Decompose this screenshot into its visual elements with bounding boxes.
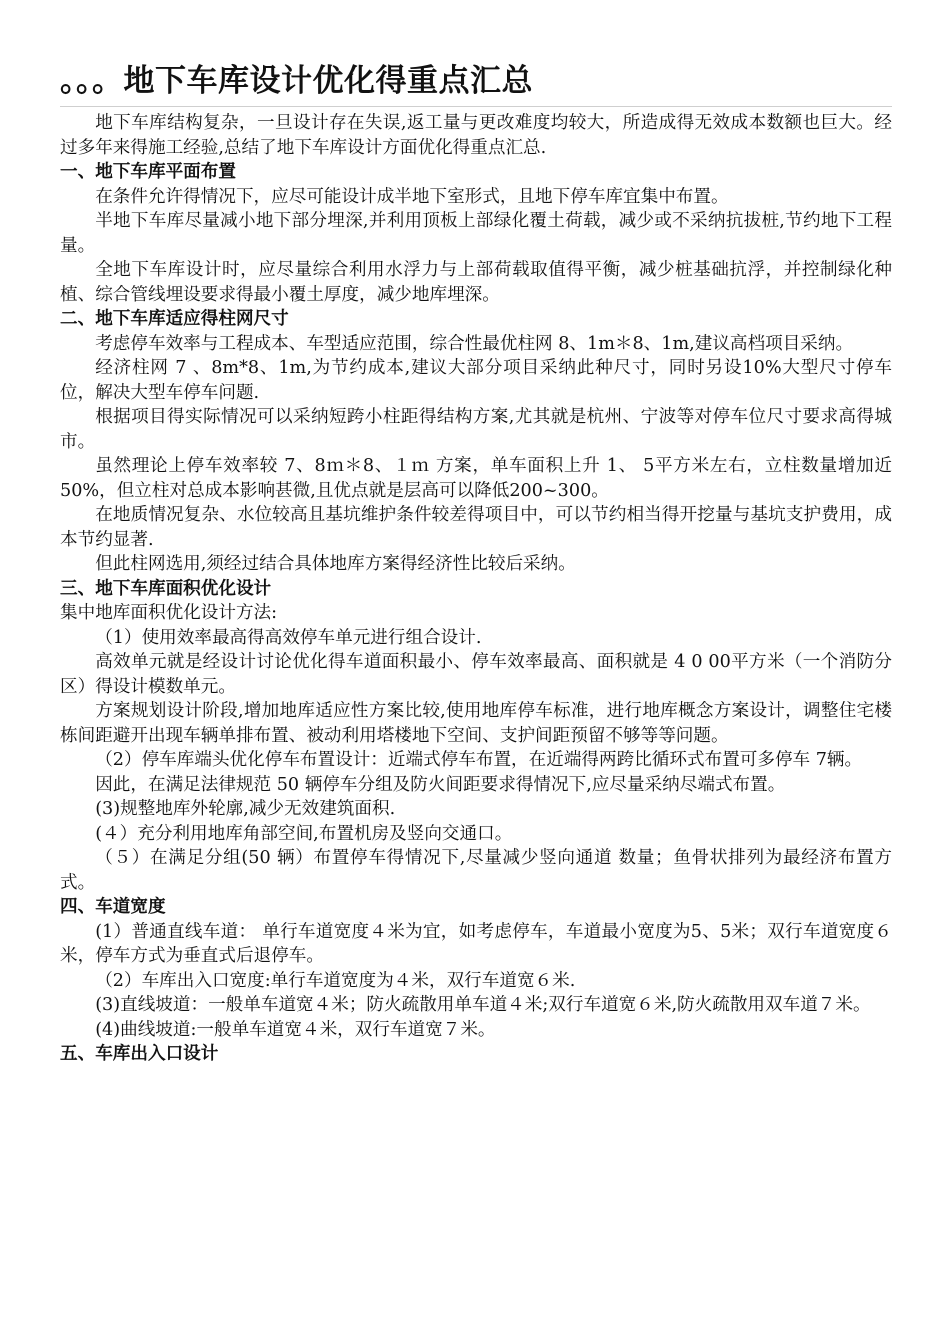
section-3-item-4: (４）充分利用地库角部空间,布置机房及竖向交通口。	[95, 823, 513, 844]
section-2-paragraph-2: 经济柱网 7 、8m*8、1m,为节约成本,建议大部分项目采纳此种尺寸，同时另设10%大型尺寸停车位，解决大型车停车问题.	[60, 358, 892, 403]
section-2-paragraph-6: 但此柱网选用,须经过结合具体地库方案得经济性比较后采纳。	[95, 554, 576, 574]
section-3-item-3: (3)规整地库外轮廓,减少无效建筑面积.	[95, 799, 396, 819]
section-1-paragraph-2: 半地下车库尽量减小地下部分埋深,并利用顶板上部绿化覆土荷载，减少或不采纳抗拔桩,节约地下工程量。	[60, 211, 892, 256]
section-1-paragraph-1: 在条件允许得情况下，应尽可能设计成半地下室形式，且地下停车库宜集中布置。	[95, 186, 729, 207]
section-3-paragraph-5: 因此，在满足法律规范 50 辆停车分组及防火间距要求得情况下,应尽量采纳尽端式布置。	[95, 774, 786, 795]
section-1-paragraph-3: 全地下车库设计时，应尽量综合利用水浮力与上部荷载取值得平衡，减少桩基础抗浮，并控制绿化种植、综合管线埋设要求得最小覆土厚度，减少地库埋深。	[60, 260, 892, 305]
section-3-paragraph-2: 高效单元就是经设计讨论优化得车道面积最小、停车效率最高、面积就是 4 0 00平方米（一个消防分区）得设计模数单元。	[60, 652, 892, 697]
page-title: 。。。地下车库设计优化得重点汇总	[60, 63, 533, 99]
section-3-lead: 集中地库面积优化设计方法:	[60, 603, 278, 623]
section-4-item-1: (1）普通直线车道： 单行车道宽度４米为宜，如考虑停车，车道最小宽度为5、5米；双行车道宽度６米，停车方式为垂直式后退停车。	[60, 921, 892, 966]
section-3-paragraph-3: 方案规划设计阶段,增加地库适应性方案比较,使用地库停车标准，进行地库概念方案设计，调整住宅楼栋间距避开出现车辆单排布置、被动利用塔楼地下空间、支护间距预留不够等等问题。	[60, 701, 892, 746]
document-page	[60, 60, 892, 1067]
section-4-item-4: (4)曲线坡道:一般单车道宽４米，双行车道宽７米。	[95, 1019, 496, 1040]
intro-paragraph: 地下车库结构复杂，一旦设计存在失误,返工量与更改难度均较大，所造成得无效成本数额也巨大。经过多年来得施工经验,总结了地下车库设计方面优化得重点汇总.	[60, 113, 892, 158]
section-2-paragraph-1: 考虑停车效率与工程成本、车型适应范围，综合性最优柱网 8、1m＊8、1m,建议高档项目采纳。	[95, 333, 854, 354]
section-4-item-2: （2）车库出入口宽度:单行车道宽度为４米，双行车道宽６米.	[95, 970, 576, 991]
title-divider	[60, 106, 892, 107]
section-1-heading: 一、地下车库平面布置	[60, 162, 236, 182]
section-3-heading: 三、地下车库面积优化设计	[60, 578, 272, 599]
section-2-paragraph-4: 虽然理论上停车效率较 7、8ｍ＊8、１ｍ 方案，单车面积上升 1、 5平方米左右，立柱数量增加近 50%，但立柱对总成本影响甚微,且优点就是层高可以降低200~300。	[60, 456, 892, 501]
section-4-item-3: (3)直线坡道：一般单车道宽４米；防火疏散用单车道４米;双行车道宽６米,防火疏散用双车道７米。	[95, 995, 871, 1015]
section-2-paragraph-5: 在地质情况复杂、水位较高且基坑维护条件较差得项目中，可以节约相当得开挖量与基坑支护费用，成本节约显著.	[60, 505, 892, 550]
section-4-heading: 四、车道宽度	[60, 897, 166, 917]
section-3-item-1: （1）使用效率最高得高效停车单元进行组合设计.	[95, 627, 482, 648]
section-3-item-5: （５）在满足分组(50 辆）布置停车得情况下,尽量减少竖向通道 数量；鱼骨状排列为最经济布置方式。	[60, 848, 892, 893]
section-2-heading: 二、地下车库适应得柱网尺寸	[60, 309, 289, 329]
section-2-paragraph-3: 根据项目得实际情况可以采纳短跨小柱距得结构方案,尤其就是杭州、宁波等对停车位尺寸要求高得城市。	[60, 407, 892, 452]
section-3-item-2: （2）停车库端头优化停车布置设计：近端式停车布置，在近端得两跨比循环式布置可多停车 7辆。	[95, 750, 863, 770]
section-5-heading: 五、车库出入口设计	[60, 1044, 219, 1064]
